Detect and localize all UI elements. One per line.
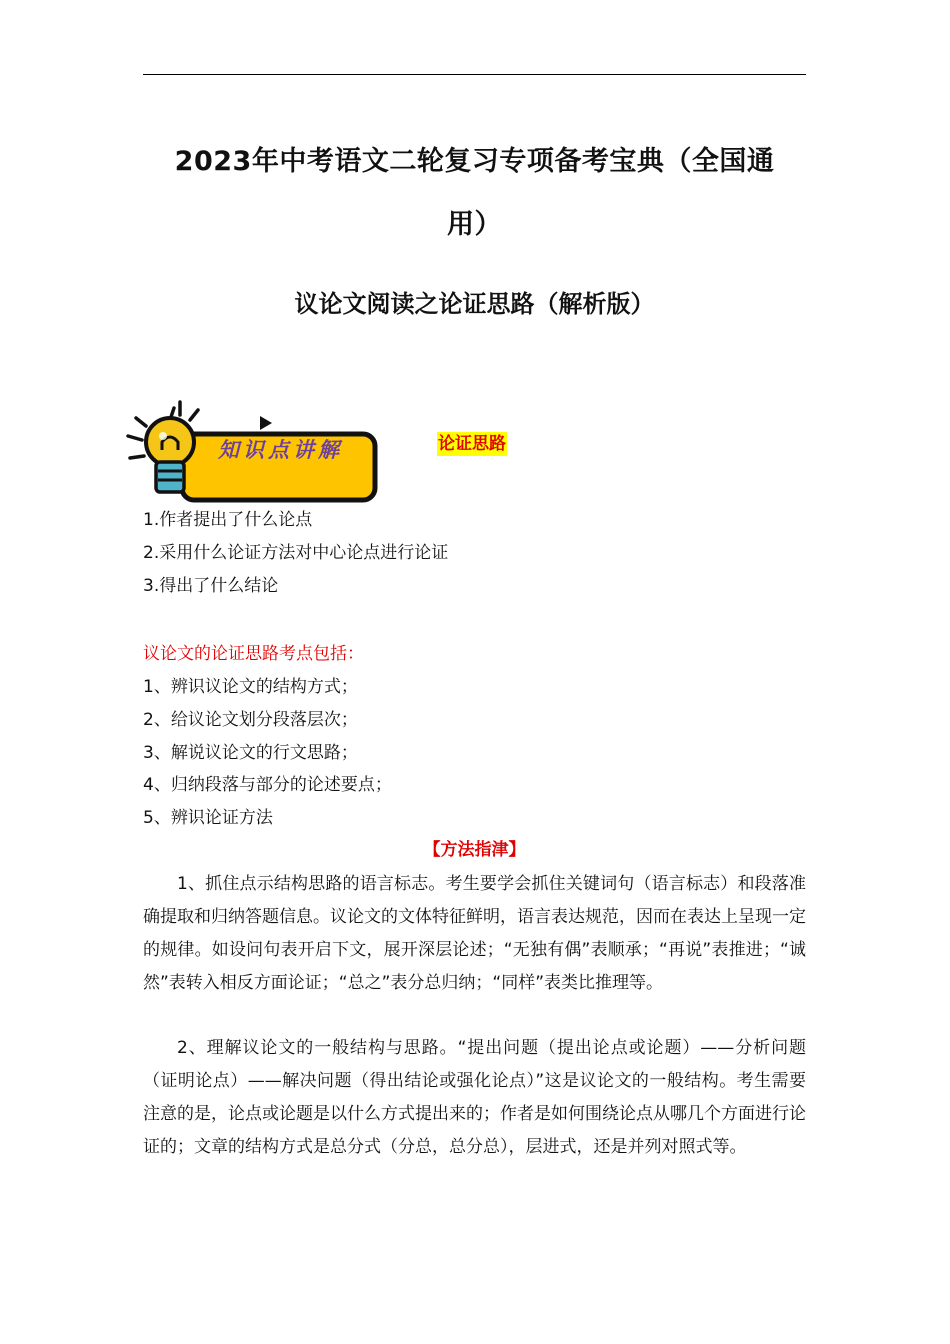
section-item: 2.采用什么论证方法对中心论点进行论证 <box>143 543 449 563</box>
document-subtitle: 议论文阅读之论证思路（解析版） <box>294 290 655 318</box>
exam-point-item: 4、归纳段落与部分的论述要点； <box>143 775 392 795</box>
section-heading: 论证思路 <box>438 434 506 454</box>
document-title-line-1: 2023年中考语文二轮复习专项备考宝典（全国通 <box>174 146 775 177</box>
exam-point-item: 1、辨识议论文的结构方式； <box>143 677 358 697</box>
section-item: 1.作者提出了什么论点 <box>143 510 313 530</box>
top-rule <box>143 74 806 75</box>
exam-points-heading: 议论文的论证思路考点包括： <box>143 644 364 664</box>
section-item: 3.得出了什么结论 <box>143 576 279 596</box>
exam-point-item: 2、给议论文划分段落层次； <box>143 710 358 730</box>
method-heading: 【方法指津】 <box>423 840 526 860</box>
method-paragraph-1: 1、抓住点示结构思路的语言标志。考生要学会抓住关键词句（语言标志）和段落准确提取和归纳答题信息。议论文的文体特征鲜明，语言表达规范，因而在表达上呈现一定的规律。如设问句表开启下文，展开深层论述；“无独有偶”表顺承；“再说”表推进；“诚然”表转入相反方面论证；“总之”表分总归纳；“同样”表类比推理等。 <box>143 874 806 993</box>
document-title-line-2: 用） <box>447 209 502 240</box>
exam-point-item: 5、辨识论证方法 <box>143 808 273 828</box>
method-paragraph-2: 2、理解议论文的一般结构与思路。“提出问题（提出论点或论题）——分析问题（证明论点）——解决问题（得出结论或强化论点）”这是议论文的一般结构。考生需要注意的是，论点或论题是以什么方式提出来的；作者是如何围绕论点从哪几个方面进行论证的；文章的结构方式是总分式（分总，总分总），层进式，还是并列对照式等。 <box>143 1038 806 1157</box>
knowledge-badge-label: 知识点讲解 <box>218 437 343 462</box>
exam-point-item: 3、解说议论文的行文思路； <box>143 743 358 763</box>
